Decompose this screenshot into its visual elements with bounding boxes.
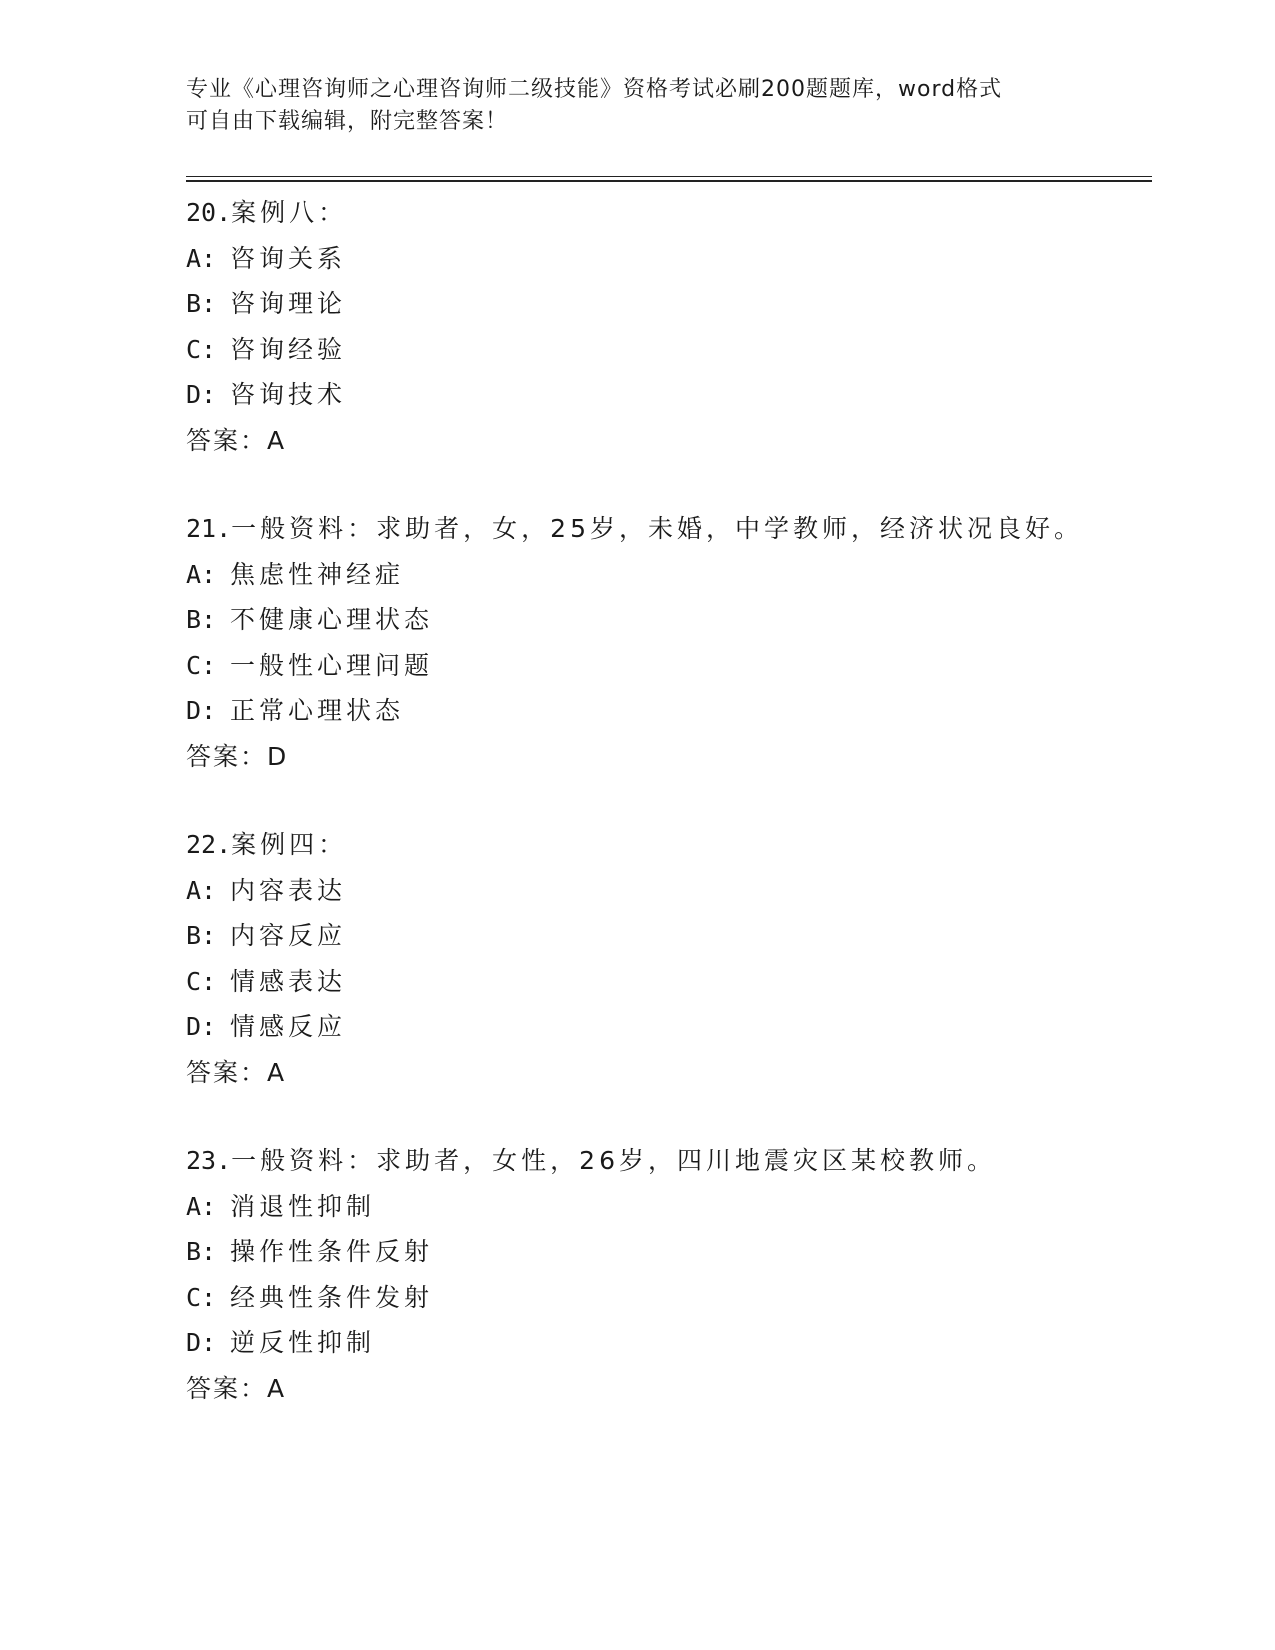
option-letter: B:	[186, 289, 217, 318]
option-text: 内容表达	[230, 875, 347, 905]
answer-line: 答案：A	[186, 1373, 287, 1403]
option-a	[186, 868, 1146, 914]
header-line-1: 专业《心理咨询师之心理咨询师二级技能》资格考试必刷200题题库，word格式	[186, 77, 1003, 102]
answer-line: 答案：D	[186, 741, 289, 771]
answer-line: 答案：A	[186, 1057, 287, 1087]
question-number: 21.	[186, 514, 232, 543]
option-letter: C:	[186, 966, 217, 996]
question-stem	[186, 1138, 1146, 1184]
option-text: 正常心理状态	[230, 696, 405, 725]
option-letter: C:	[186, 334, 217, 364]
option-d	[186, 1320, 1146, 1366]
question-number: 22.	[186, 830, 232, 859]
question-20	[186, 190, 1146, 463]
question-list	[186, 190, 1146, 1454]
option-text: 咨询技术	[230, 380, 347, 409]
option-d	[186, 688, 1146, 734]
option-text: 焦虑性神经症	[230, 559, 405, 589]
option-text: 内容反应	[230, 921, 347, 950]
option-text: 咨询关系	[230, 243, 347, 273]
page-header	[186, 74, 1086, 138]
option-letter: B:	[186, 1237, 217, 1266]
question-text: 案例四：	[231, 830, 348, 859]
option-a	[186, 236, 1146, 282]
question-text: 一般资料：求助者，女性，26岁，四川地震灾区某校教师。	[231, 1146, 996, 1175]
question-text: 案例八：	[231, 198, 348, 227]
option-d	[186, 372, 1146, 418]
option-text: 情感反应	[230, 1012, 347, 1041]
option-b	[186, 597, 1146, 643]
question-text: 一般资料：求助者，女，25岁，未婚，中学教师，经济状况良好。	[231, 514, 1083, 543]
question-stem	[186, 190, 1146, 236]
option-a	[186, 1184, 1146, 1230]
question-stem	[186, 822, 1146, 868]
option-letter: A:	[186, 243, 217, 273]
option-text: 不健康心理状态	[230, 605, 434, 634]
header-line-2: 可自由下载编辑，附完整答案！	[186, 109, 509, 134]
option-letter: A:	[186, 875, 217, 905]
option-b	[186, 1229, 1146, 1275]
answer-line: 答案：A	[186, 425, 287, 455]
option-letter: A:	[186, 1191, 217, 1221]
option-letter: A:	[186, 559, 217, 589]
option-c	[186, 959, 1146, 1005]
header-divider-thin	[186, 176, 1152, 177]
question-number: 20.	[186, 198, 232, 227]
question-22	[186, 822, 1146, 1095]
option-letter: D:	[186, 696, 217, 725]
option-c	[186, 643, 1146, 689]
question-number: 23.	[186, 1146, 232, 1175]
option-text: 咨询理论	[230, 289, 347, 318]
option-text: 情感表达	[230, 966, 347, 996]
option-text: 经典性条件发射	[230, 1282, 434, 1312]
option-b	[186, 281, 1146, 327]
option-b	[186, 913, 1146, 959]
option-text: 操作性条件反射	[230, 1237, 434, 1266]
option-d	[186, 1004, 1146, 1050]
option-letter: B:	[186, 921, 217, 950]
question-23	[186, 1138, 1146, 1411]
option-text: 一般性心理问题	[230, 650, 434, 680]
option-text: 逆反性抑制	[230, 1328, 376, 1357]
question-stem	[186, 506, 1146, 552]
header-divider-thick	[186, 180, 1152, 182]
option-c	[186, 327, 1146, 373]
option-a	[186, 552, 1146, 598]
option-letter: D:	[186, 1012, 217, 1041]
question-21	[186, 506, 1146, 779]
option-letter: C:	[186, 1282, 217, 1312]
option-c	[186, 1275, 1146, 1321]
option-text: 咨询经验	[230, 334, 347, 364]
option-letter: C:	[186, 650, 217, 680]
option-text: 消退性抑制	[230, 1191, 376, 1221]
option-letter: D:	[186, 1328, 217, 1357]
option-letter: D:	[186, 380, 217, 409]
option-letter: B:	[186, 605, 217, 634]
